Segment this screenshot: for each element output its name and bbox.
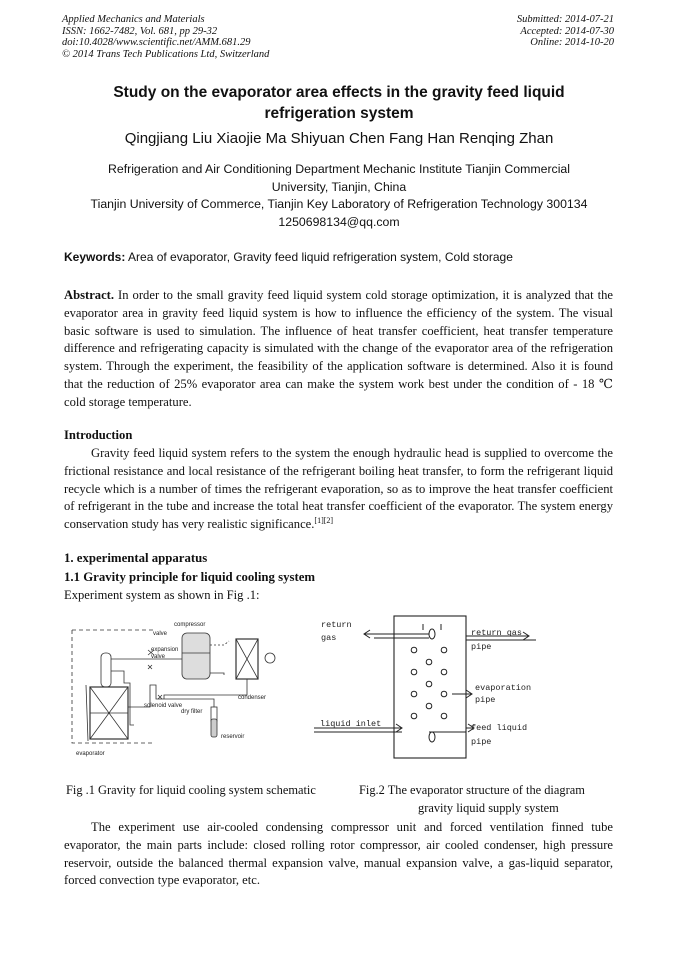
paper-title: Study on the evaporator area effects in the gravity feed liquid refrigeration system: [113, 84, 565, 122]
accepted-date: Accepted: 2014-07-30: [520, 25, 614, 37]
label-reservoir: reservoir: [221, 734, 245, 740]
label-dry-filter: dry filter: [181, 709, 203, 715]
figure-2-evaporator-structure: [314, 612, 614, 762]
figure-2-caption: Fig.2 The evaporator structure of the diagram: [359, 783, 585, 797]
section-heading: 1. experimental apparatus: [64, 551, 208, 565]
label-feed-liquid: feed liquid: [471, 723, 528, 733]
label-solenoid: solenoid valve: [144, 703, 183, 709]
issn: ISSN: 1662-7482, Vol. 681, pp 29-32: [62, 25, 218, 37]
doi: doi:10.4028/www.scientific.net/AMM.681.29: [62, 37, 251, 48]
keywords: [64, 250, 624, 264]
label-condenser: condenser: [238, 695, 267, 701]
keywords-text: Area of evaporator, Gravity feed liquid refrigeration system, Cold storage: [125, 250, 513, 264]
email: 1250698134@qq.com: [278, 214, 400, 229]
subsection-heading: 1.1 Gravity principle for liquid cooling system: [64, 570, 316, 584]
introduction-heading: Introduction: [64, 428, 133, 442]
label-return-gas-pipe-2: pipe: [471, 642, 492, 652]
authors: Qingjiang Liu Xiaojie Ma Shiyuan Chen Fang Han Renqing Zhan: [124, 130, 554, 147]
submitted-date: Submitted: 2014-07-21: [516, 14, 614, 25]
label-evaporation-pipe: pipe: [475, 695, 496, 705]
label-liquid-inlet: liquid inlet: [320, 719, 382, 729]
figure-1-schematic: [64, 615, 299, 765]
experiment-paragraph: The experiment use air-cooled condensing compressor unit and forced ventilation finned tube evaporator, the main parts include: closed rolling rotor compressor, air cooled condenser, high pressure reservoir, outside the balanced thermal expansion valve, manual expansion valve, a gas-liquid separator, forced convection type evaporator, etc.: [64, 820, 613, 888]
label-gas: gas: [321, 633, 337, 643]
affiliations: Refrigeration and Air Conditioning Department Mechanic Institute Tianjin Commercial University, Tianjin, China Tianjin University of Commerce, Tianjin Key Laboratory of Refrigeration Technology 300134 1250698134@qq.com: [64, 161, 614, 231]
label-compressor: compressor: [174, 622, 206, 628]
online-date: Online: 2014-10-20: [530, 37, 614, 48]
journal-name: Applied Mechanics and Materials: [62, 14, 205, 25]
label-evaporation: evaporation: [475, 683, 532, 693]
keywords-label: Keywords:: [64, 250, 126, 264]
copyright: © 2014 Trans Tech Publications Ltd, Switzerland: [62, 48, 270, 60]
label-expansion: expansion: [151, 647, 179, 653]
label-expansion-valve: valve: [151, 654, 166, 660]
abstract-text: In order to the small gravity feed liquid system cold storage optimization, it is analyzed that the evaporator area in gravity feed liquid system is how to influence the efficiency of the system. The visual basic software is used to simulation. The influence of heat transfer coefficient, heat transfer temperature difference and refrigerating capacity is simulated with the change of the evaporator area of the refrigeration system. Through the experiment, the feasibility of the application software is determined. Also it is found that the reduction of 25% evaporator area can make the system work best under the condition of - 18 ℃ cold storage temperature.: [64, 288, 613, 409]
introduction-text: Gravity feed liquid system refers to the system the enough hydraulic head is supplied to overcome the frictional resistance and local resistance of the refrigerant boiling heat transfer, to form the refrigerant liquid recycle which is a number of times the refrigerant evaporation, so as to improve the heat transfer coefficient of refrigerant in the tube and increase the total heat transfer coefficient of the evaporator. The system energy conservation study has very realistic significance.[1][2]: [64, 446, 613, 532]
label-return-gas-pipe: return gas: [471, 628, 523, 638]
figure-2-caption-line-2: gravity liquid supply system: [418, 801, 559, 815]
citation: [1][2]: [314, 516, 334, 525]
abstract: [64, 287, 613, 412]
experiment-system-text: Experiment system as shown in Fig .1:: [64, 588, 260, 602]
journal-header: [62, 14, 269, 60]
label-valve: valve: [153, 631, 168, 637]
abstract-label: Abstract.: [64, 288, 115, 302]
label-return: return: [321, 620, 352, 630]
dates-header: [517, 14, 614, 49]
label-feed-liquid-pipe: pipe: [471, 737, 492, 747]
figure-1-caption: Fig .1 Gravity for liquid cooling system schematic: [66, 783, 316, 797]
label-evaporator: evaporator: [76, 751, 105, 757]
